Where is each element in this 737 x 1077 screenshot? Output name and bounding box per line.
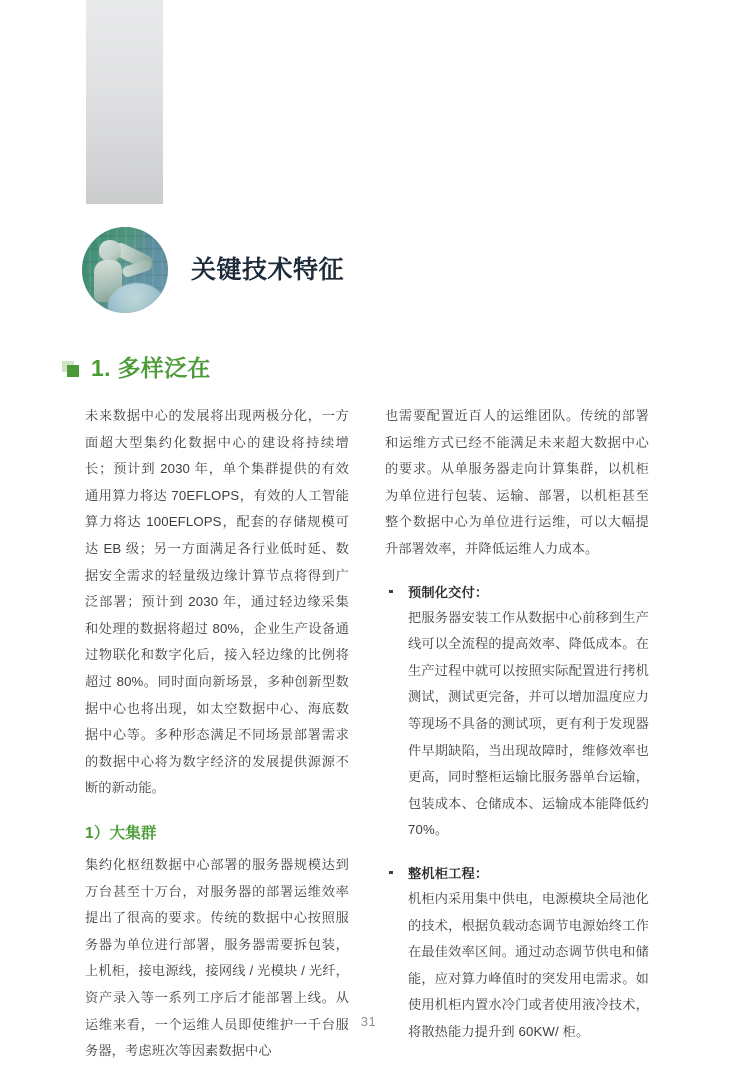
left-sub-heading: 1）大集群 [85, 824, 157, 842]
left-paragraph-1: 未来数据中心的发展将出现两极分化，一方面超大型集约化数据中心的建设将持续增长；预计到 2030 年，单个集群提供的有效通用算力将达 70EFLOPS，有效的人工智能算力将达 100EFLOPS，配套的存储规模可达 EB 级；另一方面满足各行业低时延、数据安全需求的轻量级边缘计算节点将得到广泛部署；预计到 2030 年，通过轻边缘采集和处理的数据将超过 80%，企业生产设备通过物联化和数字化后，接入轻边缘的比例将超过 80%。同时面向新场景，多种创新型数据中心也将出现，如太空数据中心、海底数据中心等。多种形态满足不同场景部署需求的数据中心将为数字经济的发展提供源源不断的新动能。 [85, 408, 349, 796]
chapter-header [82, 226, 602, 314]
section-heading-text: 1. 多样泛在 [91, 354, 211, 381]
right-column [385, 403, 649, 1045]
right-paragraph-1: 也需要配置近百人的运维团队。传统的部署和运维方式已经不能满足未来超大数据中心的要求。从单服务器走向计算集群，以机柜为单位进行包装、运输、部署，以机柜甚至整个数据中心为单位进行运维，可以大幅提升部署效率，并降低运维人力成本。 [385, 408, 649, 556]
robot-factory-photo [82, 227, 168, 313]
photo-green-tint [82, 227, 168, 313]
bullet-title: 整机柜工程： [408, 865, 489, 881]
bullet-item-prefabricated-delivery [385, 580, 649, 844]
bullet-body: 把服务器安装工作从数据中心前移到生产线可以全流程的提高效率、降低成本。在生产过程中就可以按照实际配置进行拷机测试，测试更完备，并可以增加温度应力等现场不具备的测试项，更有利于发现器件早期缺陷，当出现故障时，维修效率也更高，同时整柜运输比服务器单台运输，包装成本、仓储成本、运输成本能降低约 70%。 [408, 609, 649, 838]
square-marker-icon [62, 361, 81, 379]
page-number: 31 [360, 1014, 377, 1029]
decorative-gray-bar [86, 0, 163, 204]
chapter-title: 关键技术特征 [191, 255, 345, 284]
section-heading [62, 352, 211, 384]
bullet-dot-icon [389, 590, 393, 594]
bullet-dot-icon [389, 871, 393, 875]
left-paragraph-2: 集约化枢纽数据中心部署的服务器规模达到万台甚至十万台，对服务器的部署运维效率提出了很高的要求。传统的数据中心按照服务器为单位进行部署，服务器需要拆包装，上机柜，接电源线，接网线 / 光模块 / 光纤，资产录入等一系列工序后才能部署上线。从运维来看，一个运维人员即使维护一千台服务器，考虑班次等因素数据中心 [85, 857, 349, 1059]
bullet-body: 机柜内采用集中供电，电源模块全局池化的技术，根据负载动态调节电源始终工作在最佳效率区间。通过动态调节供电和储能，应对算力峰值时的突发用电需求。如使用机柜内置水冷门或者使用液冷技术，将散热能力提升到 60KW/ 柜。 [408, 890, 649, 1039]
left-column [85, 403, 349, 1065]
square-marker-front [67, 365, 79, 377]
bullet-title: 预制化交付： [408, 584, 489, 600]
